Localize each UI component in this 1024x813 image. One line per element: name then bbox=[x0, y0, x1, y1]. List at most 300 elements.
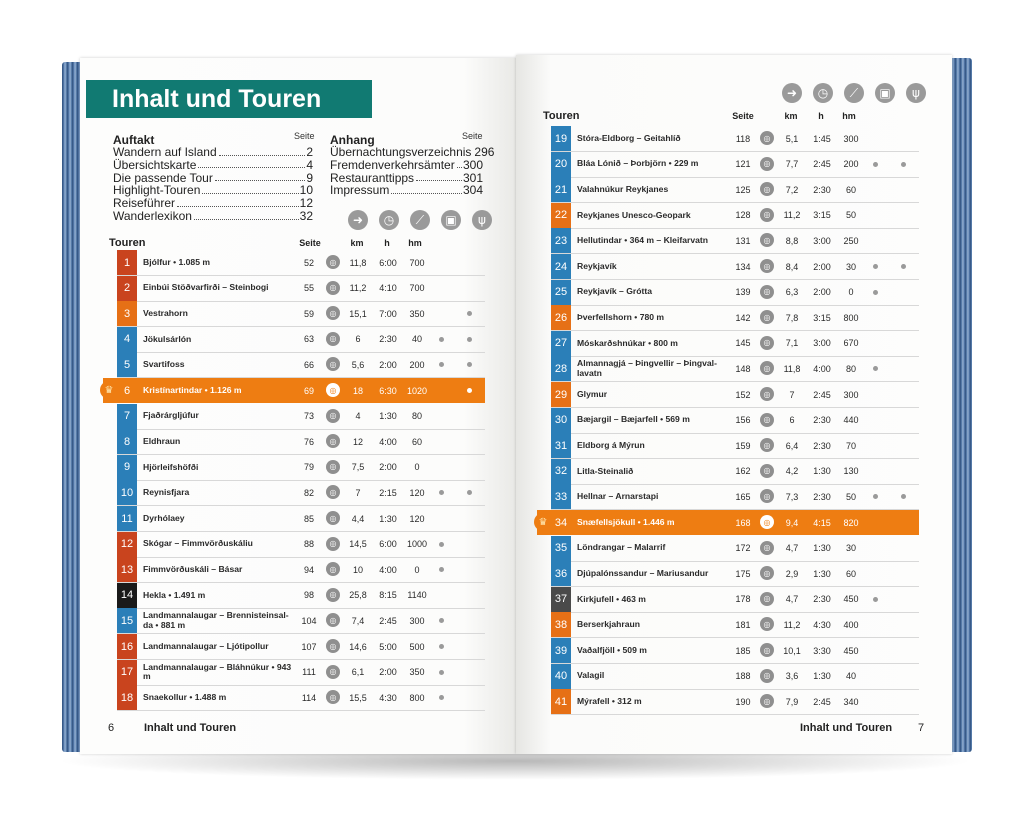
tour-row[interactable] bbox=[551, 203, 919, 229]
tour-elevation: 500 bbox=[409, 641, 425, 652]
tour-difficulty-icon: ◎ bbox=[760, 617, 774, 631]
tour-name: Valahnúkur Reykjanes bbox=[577, 183, 669, 194]
toc-entry-page: 300 bbox=[462, 157, 483, 172]
tour-hours: 1:30 bbox=[813, 568, 831, 579]
toc-entry[interactable] bbox=[330, 172, 483, 185]
tour-km: 6 bbox=[789, 415, 795, 426]
tour-row[interactable] bbox=[551, 433, 919, 459]
toc-entry-page: 304 bbox=[462, 183, 483, 198]
tour-hours: 2:00 bbox=[813, 261, 831, 272]
toc-leader-dots bbox=[457, 159, 462, 169]
tour-page: 55 bbox=[303, 283, 314, 294]
bus-access-dot bbox=[873, 264, 878, 269]
tour-elevation: 350 bbox=[409, 667, 425, 678]
tour-row[interactable] bbox=[551, 331, 919, 357]
bus-access-dot bbox=[439, 542, 444, 547]
tour-name: Hellnar – Arnarstapi bbox=[577, 491, 659, 502]
tour-km: 4,4 bbox=[351, 513, 365, 524]
tour-hours: 2:30 bbox=[813, 415, 831, 426]
tour-elevation: 400 bbox=[843, 619, 859, 630]
tour-page: 85 bbox=[303, 513, 314, 524]
tour-hours: 4:00 bbox=[813, 363, 831, 374]
tour-page: 145 bbox=[735, 338, 751, 349]
anhang-heading: Anhang bbox=[330, 133, 375, 147]
tour-difficulty-icon: ◎ bbox=[326, 460, 340, 474]
tour-page: 121 bbox=[735, 159, 751, 170]
tour-difficulty-icon: ◎ bbox=[326, 665, 340, 679]
tour-number: 41 bbox=[551, 689, 571, 714]
toc-entry-page: 12 bbox=[299, 196, 313, 211]
toc-entry-page: 9 bbox=[306, 170, 313, 185]
tour-number: 31 bbox=[551, 433, 571, 458]
tour-elevation: 80 bbox=[845, 363, 856, 374]
tour-hours: 3:00 bbox=[813, 338, 831, 349]
tour-km: 4 bbox=[355, 411, 361, 422]
tour-difficulty-icon: ◎ bbox=[326, 409, 340, 423]
tour-difficulty-icon: ◎ bbox=[760, 592, 774, 606]
toc-entry[interactable] bbox=[113, 197, 313, 210]
tour-name: Bæjargil – Bæjarfell • 569 m bbox=[577, 414, 690, 425]
tour-number: 22 bbox=[551, 203, 571, 228]
tour-number: 36 bbox=[551, 561, 571, 586]
tour-page: 172 bbox=[735, 543, 751, 554]
tour-difficulty-icon: ◎ bbox=[760, 413, 774, 427]
tour-km: 4,7 bbox=[785, 594, 799, 605]
tour-name: Einbúi Stöðvarfirði – Steinbogi bbox=[143, 282, 269, 293]
tour-name: Þverfellshorn • 780 m bbox=[577, 311, 665, 322]
tour-difficulty-icon: ◎ bbox=[760, 438, 774, 452]
tour-row[interactable] bbox=[117, 480, 485, 506]
tour-number: 33 bbox=[551, 484, 571, 509]
tour-km: 7 bbox=[789, 389, 795, 400]
tour-elevation: 350 bbox=[409, 308, 425, 319]
tour-elevation: 700 bbox=[409, 257, 425, 268]
tour-number: 25 bbox=[551, 280, 571, 305]
tour-page: 156 bbox=[735, 415, 751, 426]
tour-hours: 2:30 bbox=[813, 594, 831, 605]
toc-entry-page: 301 bbox=[462, 170, 483, 185]
tour-page: 181 bbox=[735, 619, 751, 630]
bus-access-dot bbox=[439, 490, 444, 495]
tour-row[interactable] bbox=[551, 408, 919, 434]
restaurant-dot bbox=[467, 362, 472, 367]
tour-elevation: 80 bbox=[411, 411, 422, 422]
tour-row[interactable] bbox=[117, 608, 485, 634]
tour-elevation: 200 bbox=[843, 159, 859, 170]
tour-hours: 4:00 bbox=[379, 436, 397, 447]
tour-elevation: 1000 bbox=[406, 539, 428, 550]
tour-row[interactable] bbox=[117, 506, 485, 532]
tour-difficulty-icon: ◎ bbox=[326, 511, 340, 525]
toc-entry[interactable] bbox=[330, 184, 483, 197]
tour-km: 18 bbox=[352, 385, 363, 396]
tour-row[interactable] bbox=[117, 301, 485, 327]
toc-entry[interactable] bbox=[113, 184, 313, 197]
right-running-title: Inhalt und Touren bbox=[800, 722, 893, 734]
tour-km: 8,8 bbox=[785, 235, 799, 246]
tour-row[interactable] bbox=[551, 152, 919, 178]
toc-entry-label: Highlight-Touren bbox=[113, 183, 201, 198]
toc-entry-page: 4 bbox=[306, 157, 313, 172]
tour-name: Dyrhólaey bbox=[143, 512, 185, 523]
tour-hours: 2:00 bbox=[813, 287, 831, 298]
tour-km: 15,1 bbox=[349, 308, 367, 319]
tour-difficulty-icon: ◎ bbox=[760, 541, 774, 555]
auftakt-heading: Auftakt bbox=[113, 133, 155, 147]
restaurant-dot bbox=[467, 337, 472, 342]
tour-name: Reykjavík – Grótta bbox=[577, 286, 652, 297]
tour-difficulty-icon: ◎ bbox=[326, 255, 340, 269]
tour-row[interactable] bbox=[117, 634, 485, 660]
tour-number: 21 bbox=[551, 177, 571, 202]
right-col-seite: Seite bbox=[732, 111, 754, 121]
tour-difficulty-icon: ◎ bbox=[760, 643, 774, 657]
tour-number: 13 bbox=[117, 557, 137, 582]
tour-row[interactable] bbox=[117, 557, 485, 583]
tour-page: 134 bbox=[735, 261, 751, 272]
tour-km: 11,2 bbox=[783, 619, 801, 630]
tour-page: 73 bbox=[303, 411, 314, 422]
tour-number: 30 bbox=[551, 408, 571, 433]
tour-page: 139 bbox=[735, 287, 751, 298]
tour-difficulty-icon: ◎ bbox=[326, 485, 340, 499]
tour-name: Snæfellsjökull • 1.446 m bbox=[577, 516, 675, 527]
restaurant-dot bbox=[901, 162, 906, 167]
tour-km: 8,4 bbox=[785, 261, 799, 272]
tour-km: 6,3 bbox=[785, 287, 799, 298]
tour-name: Svartifoss bbox=[143, 359, 185, 370]
tour-hours: 2:30 bbox=[813, 184, 831, 195]
tour-number: 27 bbox=[551, 331, 571, 356]
tour-name: Vestrahorn bbox=[143, 307, 188, 318]
tour-hours: 4:30 bbox=[379, 692, 397, 703]
tour-row[interactable] bbox=[551, 536, 919, 562]
tour-row[interactable] bbox=[117, 404, 485, 430]
tour-elevation: 130 bbox=[843, 466, 859, 477]
tour-page: 128 bbox=[735, 210, 751, 221]
tour-hours: 3:00 bbox=[813, 235, 831, 246]
tour-row[interactable] bbox=[117, 685, 485, 711]
tour-elevation: 800 bbox=[409, 692, 425, 703]
tour-name: Landmannalaugar – Ljótipollur bbox=[143, 640, 269, 651]
tour-number: 18 bbox=[117, 685, 137, 710]
tour-page: 98 bbox=[303, 590, 314, 601]
toc-entry[interactable] bbox=[113, 159, 313, 172]
tour-km: 7,8 bbox=[785, 312, 799, 323]
tour-row[interactable] bbox=[117, 276, 485, 302]
tour-number: 23 bbox=[551, 228, 571, 253]
tour-km: 4,7 bbox=[785, 543, 799, 554]
gradient-icon: ⟋ bbox=[410, 210, 430, 230]
toc-leader-dots bbox=[194, 210, 299, 220]
tour-difficulty-icon: ◎ bbox=[760, 131, 774, 145]
tour-elevation: 300 bbox=[843, 389, 859, 400]
tour-row[interactable] bbox=[551, 254, 919, 280]
auftakt-seite-label: Seite bbox=[294, 131, 315, 141]
tour-page: 148 bbox=[735, 363, 751, 374]
tour-row[interactable] bbox=[551, 356, 919, 382]
tour-elevation: 670 bbox=[843, 338, 859, 349]
tour-km: 7,1 bbox=[785, 338, 799, 349]
tour-difficulty-icon: ◎ bbox=[760, 694, 774, 708]
tour-hours: 4:15 bbox=[813, 517, 831, 528]
tour-elevation: 60 bbox=[411, 436, 422, 447]
tour-elevation: 30 bbox=[845, 543, 856, 554]
tour-name: Fimmvörðuskáli – Básar bbox=[143, 563, 243, 574]
tour-row[interactable] bbox=[551, 177, 919, 203]
right-col-hm: hm bbox=[842, 111, 856, 121]
tour-km: 12 bbox=[352, 436, 363, 447]
toc-entry[interactable] bbox=[113, 146, 313, 159]
page-title: Inhalt und Touren bbox=[112, 85, 322, 113]
toc-entry[interactable] bbox=[330, 159, 483, 172]
tour-elevation: 440 bbox=[843, 415, 859, 426]
tour-difficulty-icon: ◎ bbox=[326, 690, 340, 704]
tour-row[interactable] bbox=[551, 638, 919, 664]
toc-entry[interactable] bbox=[330, 145, 495, 159]
tour-number: 16 bbox=[117, 634, 137, 659]
tour-row[interactable] bbox=[551, 664, 919, 690]
tour-page: 88 bbox=[303, 539, 314, 550]
toc-entry[interactable] bbox=[113, 210, 313, 223]
bus-access-dot bbox=[873, 366, 878, 371]
tour-number: 19 bbox=[551, 126, 571, 151]
tour-km: 7,7 bbox=[785, 159, 799, 170]
tour-row[interactable] bbox=[551, 484, 919, 510]
tour-row[interactable] bbox=[551, 126, 919, 152]
clock-icon: ◷ bbox=[379, 210, 399, 230]
tour-elevation: 40 bbox=[845, 671, 856, 682]
tour-hours: 2:45 bbox=[379, 615, 397, 626]
tour-number: 28 bbox=[551, 356, 571, 381]
tour-name: Móskarðshnúkar • 800 m bbox=[577, 337, 678, 348]
tour-name: Löndrangar – Malarrif bbox=[577, 542, 666, 553]
tour-number: 39 bbox=[551, 638, 571, 663]
tour-difficulty-icon: ◎ bbox=[326, 639, 340, 653]
tour-number: 20 bbox=[551, 152, 571, 177]
restaurant-dot bbox=[901, 264, 906, 269]
tour-difficulty-icon: ◎ bbox=[760, 566, 774, 580]
tour-name: Reynisfjara bbox=[143, 487, 190, 498]
tour-name: Fjaðrárgljúfur bbox=[143, 410, 199, 421]
tour-km: 4,2 bbox=[785, 466, 799, 477]
tour-km: 7,9 bbox=[785, 696, 799, 707]
right-col-h: h bbox=[818, 111, 824, 121]
tour-name: Almannagjá – Þingvellir – Þingval-lavatn bbox=[577, 358, 717, 378]
tour-difficulty-icon: ◎ bbox=[760, 464, 774, 478]
bus-access-dot bbox=[439, 337, 444, 342]
tour-row[interactable] bbox=[551, 561, 919, 587]
tour-elevation: 30 bbox=[845, 261, 856, 272]
left-col-h: h bbox=[384, 238, 390, 248]
tour-difficulty-icon: ◎ bbox=[760, 361, 774, 375]
tour-page: 114 bbox=[301, 692, 317, 703]
tour-hours: 1:30 bbox=[813, 543, 831, 554]
anhang-seite-label: Seite bbox=[462, 131, 483, 141]
tour-km: 9,4 bbox=[785, 517, 799, 528]
crown-icon: ♛ bbox=[100, 381, 118, 399]
toc-entry[interactable] bbox=[113, 172, 313, 185]
tour-hours: 4:10 bbox=[379, 283, 397, 294]
toc-entry-label: Übersichtskarte bbox=[113, 157, 197, 172]
tour-elevation: 120 bbox=[409, 513, 425, 524]
tour-number: 8 bbox=[117, 429, 137, 454]
tour-elevation: 50 bbox=[845, 210, 856, 221]
bus-access-dot bbox=[439, 567, 444, 572]
tour-name: Reykjavík bbox=[577, 260, 617, 271]
toc-leader-dots bbox=[416, 172, 462, 182]
left-col-km: km bbox=[350, 238, 364, 248]
tour-row[interactable] bbox=[117, 352, 485, 378]
tour-number: 26 bbox=[551, 305, 571, 330]
tour-elevation: 120 bbox=[409, 487, 425, 498]
toc-entry-page: 10 bbox=[299, 183, 313, 198]
tour-number: 3 bbox=[117, 301, 137, 326]
tour-km: 5,1 bbox=[785, 133, 799, 144]
restaurant-dot bbox=[467, 388, 472, 393]
tour-difficulty-icon: ◎ bbox=[326, 332, 340, 346]
tour-page: 59 bbox=[303, 308, 314, 319]
toc-entry-label: Wandern auf Island bbox=[113, 145, 217, 159]
tour-hours: 1:30 bbox=[813, 466, 831, 477]
bus-access-dot bbox=[873, 290, 878, 295]
tour-hours: 2:30 bbox=[813, 440, 831, 451]
left-col-hm: hm bbox=[408, 238, 422, 248]
tour-page: 168 bbox=[735, 517, 751, 528]
tour-row[interactable] bbox=[551, 305, 919, 331]
tour-name: Eldhraun bbox=[143, 435, 181, 446]
toc-entry-label: Impressum bbox=[330, 183, 390, 198]
tour-elevation: 0 bbox=[848, 287, 854, 298]
tour-number: 15 bbox=[117, 608, 137, 633]
tour-hours: 4:30 bbox=[813, 619, 831, 630]
tour-name: Jökulsárlón bbox=[143, 333, 192, 344]
tour-km: 10 bbox=[352, 564, 363, 575]
tour-hours: 2:00 bbox=[379, 359, 397, 370]
tour-row[interactable] bbox=[117, 455, 485, 481]
tour-number: 1 bbox=[117, 250, 137, 275]
tour-row[interactable] bbox=[551, 612, 919, 638]
crown-icon: ♛ bbox=[534, 513, 552, 531]
bus-access-dot bbox=[439, 618, 444, 623]
tour-page: 142 bbox=[735, 312, 751, 323]
tour-number: 29 bbox=[551, 382, 571, 407]
tour-row[interactable] bbox=[551, 228, 919, 254]
tour-km: 7,5 bbox=[351, 462, 365, 473]
tour-page: 162 bbox=[735, 466, 751, 477]
gradient-icon: ⟋ bbox=[844, 83, 864, 103]
tour-difficulty-icon: ◎ bbox=[326, 306, 340, 320]
tour-row[interactable] bbox=[117, 429, 485, 455]
tour-row[interactable] bbox=[551, 587, 919, 613]
tour-row[interactable] bbox=[117, 583, 485, 609]
tour-row[interactable] bbox=[117, 532, 485, 558]
tour-row[interactable] bbox=[117, 660, 485, 686]
tour-name: Landmannalaugar – Brennisteinsal-da • 881 m bbox=[143, 610, 289, 630]
tour-row[interactable] bbox=[117, 327, 485, 353]
tour-name: Mýrafell • 312 m bbox=[577, 695, 642, 706]
tour-name: Reykjanes Unesco-Geopark bbox=[577, 209, 691, 220]
clock-icon: ◷ bbox=[813, 83, 833, 103]
toc-entry-label: Übernachtungsverzeichnis bbox=[330, 145, 472, 159]
tour-number: 4 bbox=[117, 327, 137, 352]
tour-number: 10 bbox=[117, 480, 137, 505]
tour-km: 2,9 bbox=[785, 568, 799, 579]
tour-row[interactable] bbox=[551, 382, 919, 408]
toc-entry-label: Fremdenverkehrsämter bbox=[330, 157, 455, 172]
tour-hours: 1:30 bbox=[813, 671, 831, 682]
tour-number: 17 bbox=[117, 660, 137, 685]
tour-km: 14,5 bbox=[349, 539, 367, 550]
tour-row[interactable] bbox=[551, 280, 919, 306]
tour-name: Hekla • 1.491 m bbox=[143, 589, 206, 600]
restaurant-icon: ψ bbox=[906, 83, 926, 103]
tour-hours: 1:30 bbox=[379, 411, 397, 422]
tour-number: 35 bbox=[551, 536, 571, 561]
tour-page: 165 bbox=[735, 491, 751, 502]
toc-leader-dots bbox=[198, 159, 305, 169]
signpost-icon: ➜ bbox=[348, 210, 368, 230]
tour-difficulty-icon: ◎ bbox=[760, 310, 774, 324]
tour-page: 131 bbox=[735, 235, 751, 246]
bus-access-dot bbox=[439, 695, 444, 700]
tour-number: 38 bbox=[551, 612, 571, 637]
toc-entry-page: 296 bbox=[474, 145, 495, 159]
tour-elevation: 250 bbox=[843, 235, 859, 246]
tour-difficulty-icon: ◎ bbox=[760, 387, 774, 401]
tour-number: 2 bbox=[117, 276, 137, 301]
tour-row[interactable] bbox=[551, 689, 919, 715]
tour-difficulty-icon: ◎ bbox=[760, 182, 774, 196]
tour-number: 6 bbox=[123, 384, 131, 397]
tour-elevation: 820 bbox=[843, 517, 859, 528]
tour-page: 118 bbox=[735, 133, 751, 144]
tour-row[interactable] bbox=[551, 459, 919, 485]
tour-hours: 6:30 bbox=[379, 385, 397, 396]
tour-hours: 4:00 bbox=[379, 564, 397, 575]
tour-km: 11,8 bbox=[349, 257, 367, 268]
left-page-number: 6 bbox=[108, 722, 115, 734]
tour-elevation: 60 bbox=[845, 568, 856, 579]
tour-elevation: 300 bbox=[843, 133, 859, 144]
tour-row[interactable] bbox=[537, 510, 919, 535]
restaurant-dot bbox=[467, 490, 472, 495]
tour-difficulty-icon: ◎ bbox=[760, 515, 774, 529]
tour-page: 69 bbox=[303, 385, 314, 396]
tour-difficulty-icon: ◎ bbox=[760, 233, 774, 247]
left-running-title: Inhalt und Touren bbox=[144, 722, 237, 734]
tour-name: Skógar – Fimmvörðuskáliu bbox=[143, 538, 253, 549]
tour-hours: 3:15 bbox=[813, 210, 831, 221]
tour-difficulty-icon: ◎ bbox=[326, 434, 340, 448]
tour-page: 79 bbox=[303, 462, 314, 473]
tour-row[interactable] bbox=[103, 378, 485, 403]
tour-hours: 2:30 bbox=[813, 491, 831, 502]
tour-number: 11 bbox=[117, 506, 137, 531]
tour-page: 82 bbox=[303, 487, 314, 498]
tour-page: 178 bbox=[735, 594, 751, 605]
tour-elevation: 800 bbox=[843, 312, 859, 323]
tour-row[interactable] bbox=[117, 250, 485, 276]
restaurant-icon: ψ bbox=[472, 210, 492, 230]
tour-page: 66 bbox=[303, 359, 314, 370]
tour-page: 185 bbox=[735, 645, 751, 656]
tour-km: 25,8 bbox=[349, 590, 367, 601]
tour-hours: 2:45 bbox=[813, 159, 831, 170]
tour-hours: 6:00 bbox=[379, 257, 397, 268]
toc-entry-page: 2 bbox=[306, 145, 313, 159]
tour-difficulty-icon: ◎ bbox=[326, 281, 340, 295]
